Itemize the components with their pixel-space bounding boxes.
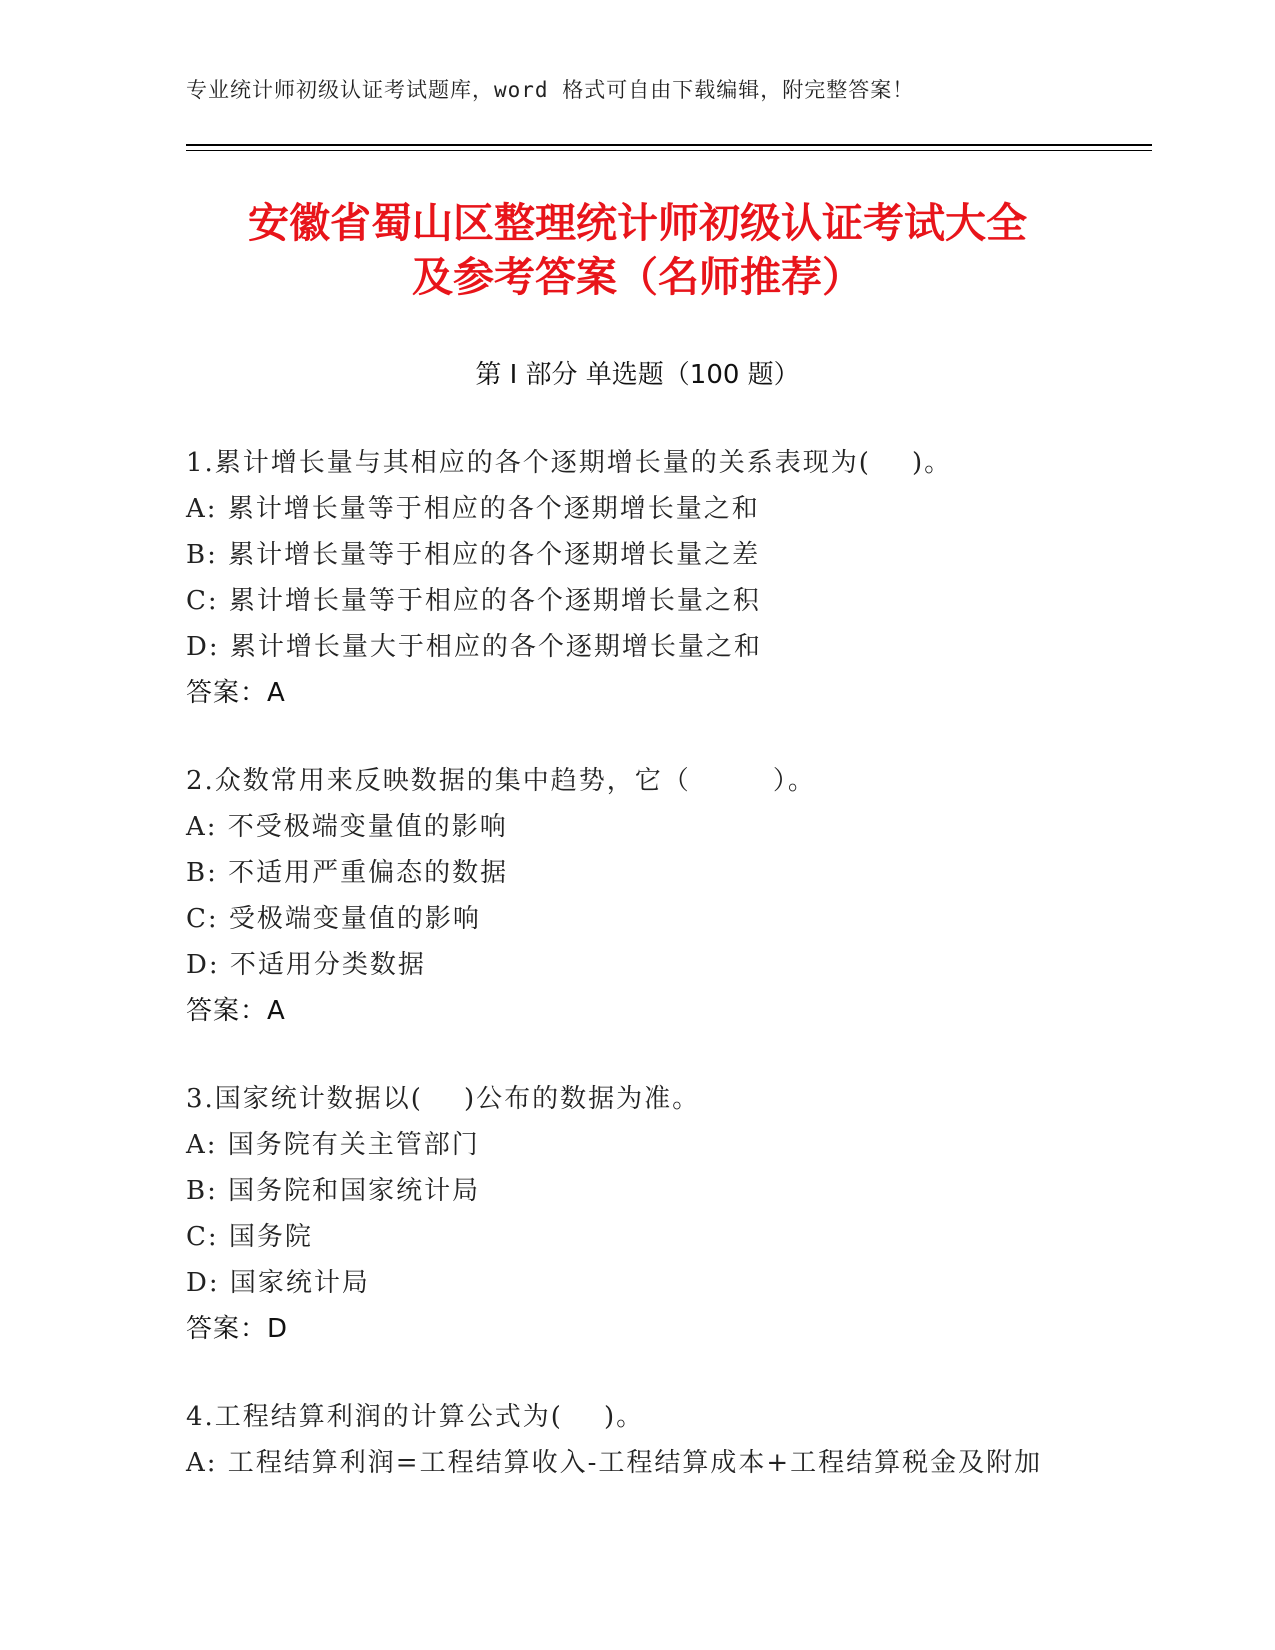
section-heading: 第 I 部分 单选题（100 题）: [475, 360, 800, 390]
question-1: [186, 440, 1146, 716]
option-b: B: 累计增长量等于相应的各个逐期增长量之差: [186, 540, 761, 570]
option-a: A: 工程结算利润=工程结算收入-工程结算成本+工程结算税金及附加: [186, 1448, 1043, 1478]
question-list: [186, 440, 1146, 1528]
answer: 答案：A: [186, 996, 286, 1026]
option-b: B: 国务院和国家统计局: [186, 1176, 481, 1206]
document-title: [150, 196, 1125, 304]
question-stem: 2.众数常用来反映数据的集中趋势，它（ ）。: [186, 766, 816, 796]
option-a: A: 累计增长量等于相应的各个逐期增长量之和: [186, 494, 760, 524]
title-line-1: 安徽省蜀山区整理统计师初级认证考试大全: [248, 199, 1027, 247]
question-4: [186, 1394, 1146, 1486]
option-b: B: 不适用严重偏态的数据: [186, 858, 509, 888]
header-rule-thick: [186, 144, 1152, 146]
option-a: A: 国务院有关主管部门: [186, 1130, 480, 1160]
option-c: C: 累计增长量等于相应的各个逐期增长量之积: [186, 586, 761, 616]
header-note: 专业统计师初级认证考试题库，word 格式可自由下载编辑，附完整答案！: [186, 78, 915, 102]
question-2: [186, 758, 1146, 1034]
answer: 答案：D: [186, 1314, 289, 1344]
option-c: C: 受极端变量值的影响: [186, 904, 481, 934]
question-stem: 4.工程结算利润的计算公式为( )。: [186, 1402, 645, 1432]
answer: 答案：A: [186, 678, 286, 708]
question-3: [186, 1076, 1146, 1352]
option-c: C: 国务院: [186, 1222, 313, 1252]
option-d: D: 国家统计局: [186, 1268, 370, 1298]
option-d: D: 累计增长量大于相应的各个逐期增长量之和: [186, 632, 762, 662]
title-line-2: 及参考答案（名师推荐）: [412, 253, 863, 301]
question-stem: 3.国家统计数据以( )公布的数据为准。: [186, 1084, 701, 1114]
question-stem: 1.累计增长量与其相应的各个逐期增长量的关系表现为( )。: [186, 448, 953, 478]
header-rule-thin: [186, 150, 1152, 151]
option-d: D: 不适用分类数据: [186, 950, 426, 980]
option-a: A: 不受极端变量值的影响: [186, 812, 508, 842]
